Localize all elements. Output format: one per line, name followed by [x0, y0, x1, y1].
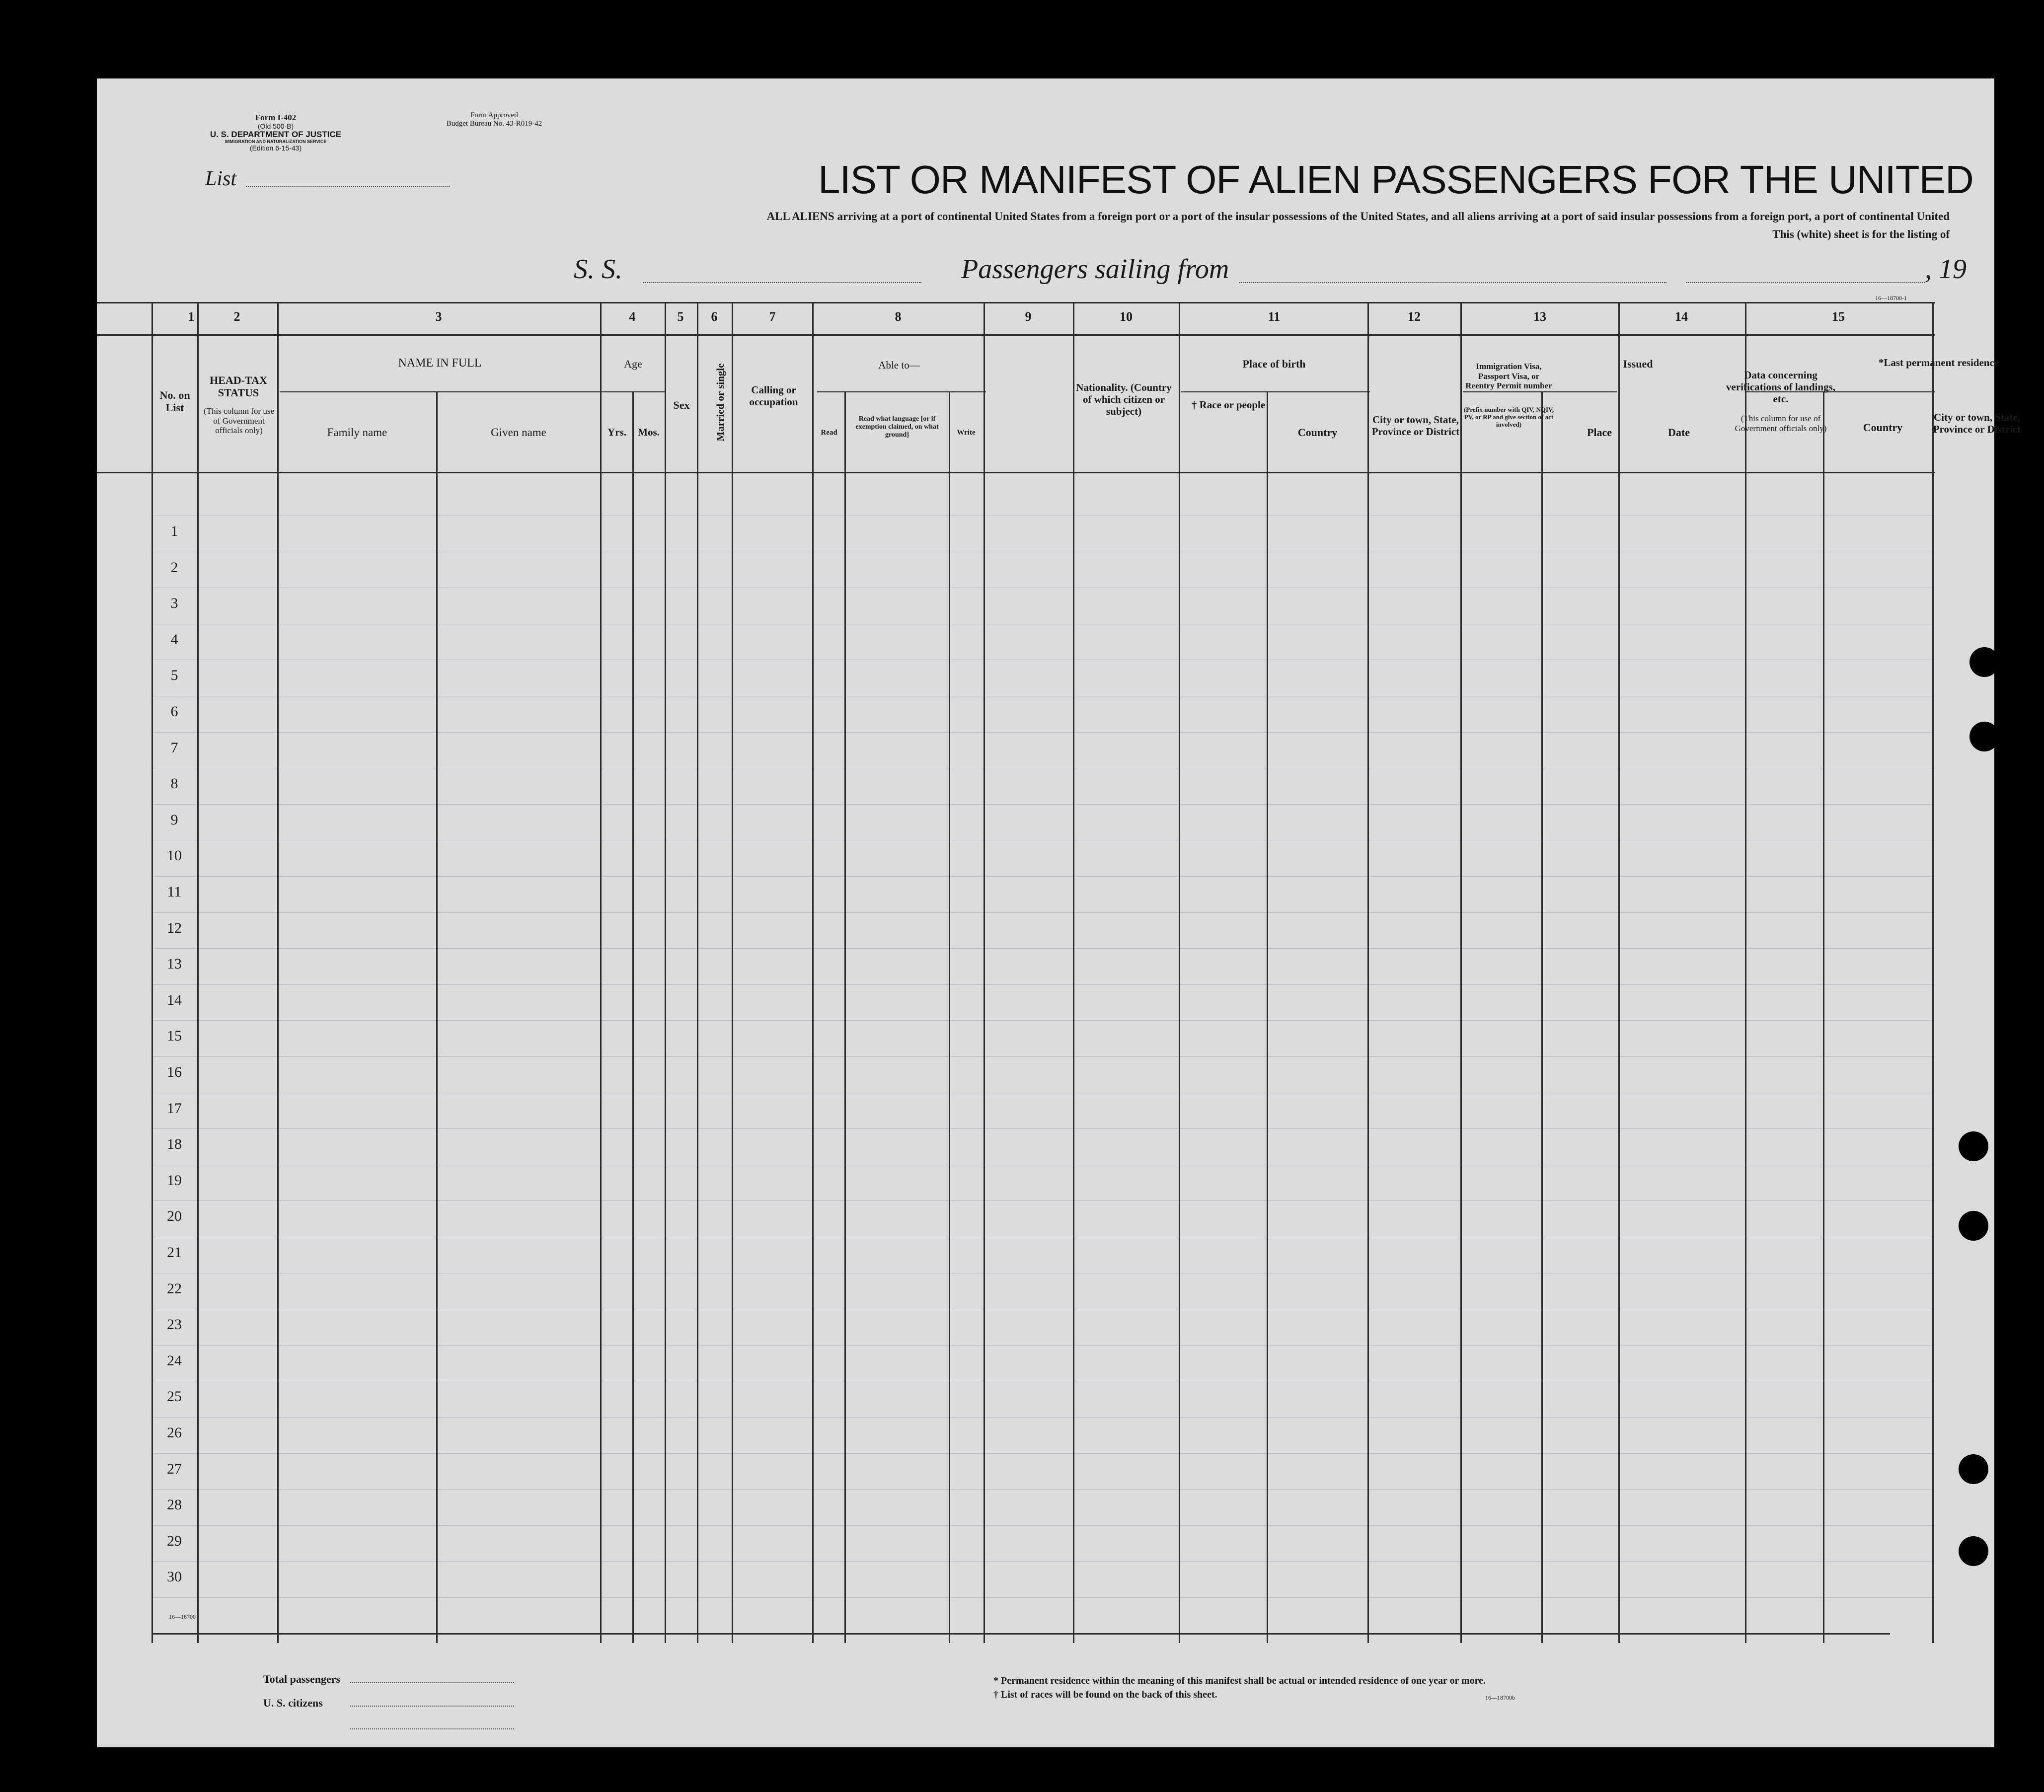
print-code-top: 16—18700-1 [1875, 295, 1907, 301]
subtitle-line1: ALL ALIENS arriving at a port of continental United States from a foreign port or a port of the insular possessions of the United States, and all aliens arriving at a port of said insular possessions from a foreign port, a port of continental United [766, 210, 1950, 223]
form-id-block [171, 113, 380, 152]
approval-line2: Budget Bureau No. 43-R019-42 [446, 119, 542, 128]
row-number: 1 [170, 523, 178, 539]
header-married: Married or single [714, 363, 726, 442]
form-old-number: (Old 500-B) [257, 122, 294, 130]
total-passengers-label: Total passengers [263, 1673, 341, 1685]
table-bottom-rule [151, 1633, 1890, 1635]
third-total-line [350, 1728, 514, 1729]
header-read-language: Read what language [or if exemption claimed, on what ground] [855, 415, 939, 439]
col-rule-13 [1618, 302, 1620, 1643]
row-rule [151, 1417, 1935, 1418]
header-calling: Calling or occupation [749, 384, 798, 408]
col-rule-2 [277, 302, 279, 1643]
page-title: LIST OR MANIFEST OF ALIEN PASSENGERS FOR THE UNITED [818, 157, 1973, 202]
year-label: , 19 [1925, 254, 1967, 285]
header-birth-city: City or town, State, Province or District [1371, 414, 1460, 438]
row-number: 25 [167, 1388, 182, 1405]
row-number: 20 [167, 1208, 182, 1225]
header-age: Age [624, 358, 642, 370]
col-rule-8b [949, 391, 950, 1643]
header-mos: Mos. [638, 426, 660, 438]
col-rule-8a [844, 391, 846, 1643]
col-rule-12 [1460, 302, 1462, 1643]
header-yrs: Yrs. [607, 426, 626, 438]
birth-sub-rule [1181, 391, 1370, 392]
header-visa: Immigration Visa, Passport Visa, or Reentry Permit number [1465, 362, 1552, 391]
binder-hole [1959, 1454, 1988, 1484]
col-rule-9 [1073, 302, 1074, 1643]
row-number: 21 [167, 1244, 182, 1261]
header-race: † Race or people [1191, 399, 1266, 411]
able-sub-rule [817, 391, 986, 392]
approval-line1: Form Approved [470, 111, 518, 119]
col-number-7: 7 [769, 309, 776, 324]
header-bottom-rule [97, 472, 1935, 473]
row-rule [151, 912, 1935, 913]
col-rule-4a [632, 391, 634, 1643]
col-number-12: 12 [1408, 309, 1421, 324]
sailing-label: Passengers sailing from [961, 254, 1229, 285]
col-rule-11 [1367, 302, 1369, 1643]
row-number: 10 [167, 847, 182, 864]
us-citizens-label: U. S. citizens [263, 1697, 323, 1709]
header-no-on-list: No. on List [159, 389, 190, 414]
col-rule-13a [1541, 391, 1543, 1643]
row-number: 5 [170, 667, 178, 684]
col-rule-3 [600, 302, 602, 1643]
header-birth-country: Country [1297, 426, 1338, 439]
date-line [1686, 282, 1925, 283]
header-nationality: Nationality. (Country of which citizen or subject) [1076, 381, 1172, 418]
form-department: U. S. DEPARTMENT OF JUSTICE [210, 130, 342, 140]
col-rule-14 [1745, 302, 1746, 1643]
header-data-note: (This column for use of Government officials only) [1735, 414, 1827, 433]
row-rule [151, 732, 1935, 733]
column-number-rule [97, 334, 1935, 336]
row-number: 8 [170, 775, 178, 792]
col-number-1: 1 [188, 309, 195, 324]
header-read: Read [821, 429, 837, 437]
ss-label: S. S. [574, 254, 622, 285]
port-line [1239, 282, 1666, 283]
col-number-15: 15 [1832, 309, 1845, 324]
row-rule [151, 1597, 1935, 1598]
binder-hole [1959, 1536, 1988, 1566]
total-passengers-line [350, 1682, 514, 1683]
note-residence: * Permanent residence within the meaning of this manifest shall be actual or intended residence of one year or more. [993, 1675, 1486, 1686]
row-number: 7 [170, 739, 178, 756]
form-number: Form I-402 [255, 113, 297, 122]
header-visa-note: (Prefix number with QIV, NQIV, PV, or RP and give section of act involved) [1463, 406, 1554, 428]
row-rule [151, 1020, 1935, 1021]
col-number-4: 4 [629, 309, 636, 324]
row-number: 14 [167, 991, 182, 1008]
col-number-3: 3 [435, 309, 442, 324]
ship-name-line [643, 282, 921, 283]
issued-sub-rule [1463, 391, 1617, 392]
manifest-sheet [97, 78, 2021, 1747]
name-sub-rule [280, 391, 604, 392]
col-rule-left [151, 302, 153, 1643]
col-rule-right [1932, 302, 1934, 1643]
col-rule-3a [436, 391, 438, 1643]
col-rule-11a [1267, 391, 1268, 1643]
col-rule-5 [697, 302, 698, 1643]
row-rule [151, 1489, 1935, 1490]
row-number: 18 [167, 1136, 182, 1153]
col-rule-10 [1179, 302, 1180, 1643]
form-edition: (Edition 6-15-43) [249, 144, 302, 152]
header-family-name: Family name [327, 426, 387, 439]
header-given-name: Given name [491, 426, 546, 439]
col-number-14: 14 [1675, 309, 1688, 324]
row-number: 26 [167, 1424, 182, 1441]
row-number: 24 [167, 1352, 182, 1369]
header-res-country: Country [1863, 421, 1903, 434]
header-write: Write [957, 429, 976, 437]
col-rule-1 [197, 302, 199, 1643]
row-number: 9 [170, 811, 178, 828]
col-rule-6 [732, 302, 733, 1643]
col-rule-8 [984, 302, 985, 1643]
col-number-6: 6 [711, 309, 718, 324]
row-rule [151, 876, 1935, 877]
header-data-concerning: Data concerning verifications of landings, etc. [1726, 369, 1835, 405]
print-code-bottom: 16—18700 [169, 1613, 196, 1620]
row-number: 23 [167, 1316, 182, 1333]
col-number-10: 10 [1120, 309, 1133, 324]
header-last-residence: *Last permanent residence [1878, 357, 1999, 369]
row-number: 16 [167, 1064, 182, 1080]
row-rule [151, 1128, 1935, 1129]
row-number: 15 [167, 1028, 182, 1045]
binder-hole [1959, 1211, 1988, 1241]
header-sex: Sex [673, 399, 690, 411]
row-number: 19 [167, 1172, 182, 1189]
row-rule [151, 804, 1935, 805]
row-number: 2 [170, 559, 178, 576]
row-number: 13 [167, 956, 182, 972]
row-number: 12 [167, 919, 182, 936]
row-number: 27 [167, 1460, 182, 1477]
header-res-city: City or town, State, Province or District [1933, 411, 2021, 436]
binder-hole [1969, 647, 1999, 677]
header-able-to: Able to— [878, 359, 920, 371]
col-rule-7 [812, 302, 814, 1643]
approval-block [415, 111, 574, 128]
col-number-13: 13 [1533, 309, 1546, 324]
footer-code: 16—18700b [1485, 1694, 1515, 1701]
col-number-2: 2 [233, 309, 240, 324]
row-number: 30 [167, 1568, 182, 1585]
header-issued: Issued [1623, 358, 1653, 370]
binder-hole [1969, 722, 1999, 751]
subtitle-line2: This (white) sheet is for the listing of [1772, 228, 1950, 240]
header-name-in-full: NAME IN FULL [398, 357, 482, 370]
table-top-rule [97, 302, 1935, 303]
col-number-8: 8 [895, 309, 902, 324]
row-number: 17 [167, 1100, 182, 1117]
col-number-11: 11 [1268, 309, 1281, 324]
list-number-line [246, 186, 450, 187]
row-rule [151, 1453, 1935, 1454]
binder-hole [1959, 1131, 1988, 1161]
header-place-of-birth: Place of birth [1242, 358, 1306, 370]
row-number: 22 [167, 1280, 182, 1297]
row-number: 29 [167, 1532, 182, 1549]
col-rule-15a [1823, 391, 1824, 1643]
row-rule [151, 948, 1935, 949]
note-races: † List of races will be found on the back of this sheet. [993, 1689, 1217, 1700]
col-number-9: 9 [1025, 309, 1032, 324]
row-rule [151, 984, 1935, 985]
row-number: 11 [167, 884, 182, 900]
row-number: 3 [170, 595, 178, 612]
col-rule-4 [665, 302, 666, 1643]
row-rule [151, 1561, 1935, 1562]
row-rule [151, 1200, 1935, 1201]
header-head-tax-note: (This column for use of Government officials only) [203, 406, 275, 436]
list-label: List [205, 167, 237, 190]
row-number: 4 [170, 631, 178, 648]
row-number: 6 [170, 703, 178, 720]
header-issued-date: Date [1668, 426, 1690, 439]
header-issued-place: Place [1587, 426, 1612, 439]
row-rule [151, 1056, 1935, 1057]
form-service: IMMIGRATION AND NATURALIZATION SERVICE [225, 139, 327, 144]
col-number-5: 5 [677, 309, 684, 324]
row-rule [151, 1525, 1935, 1526]
header-head-tax: HEAD-TAX STATUS [210, 374, 267, 399]
us-citizens-line [350, 1706, 514, 1707]
row-number: 28 [167, 1496, 182, 1513]
